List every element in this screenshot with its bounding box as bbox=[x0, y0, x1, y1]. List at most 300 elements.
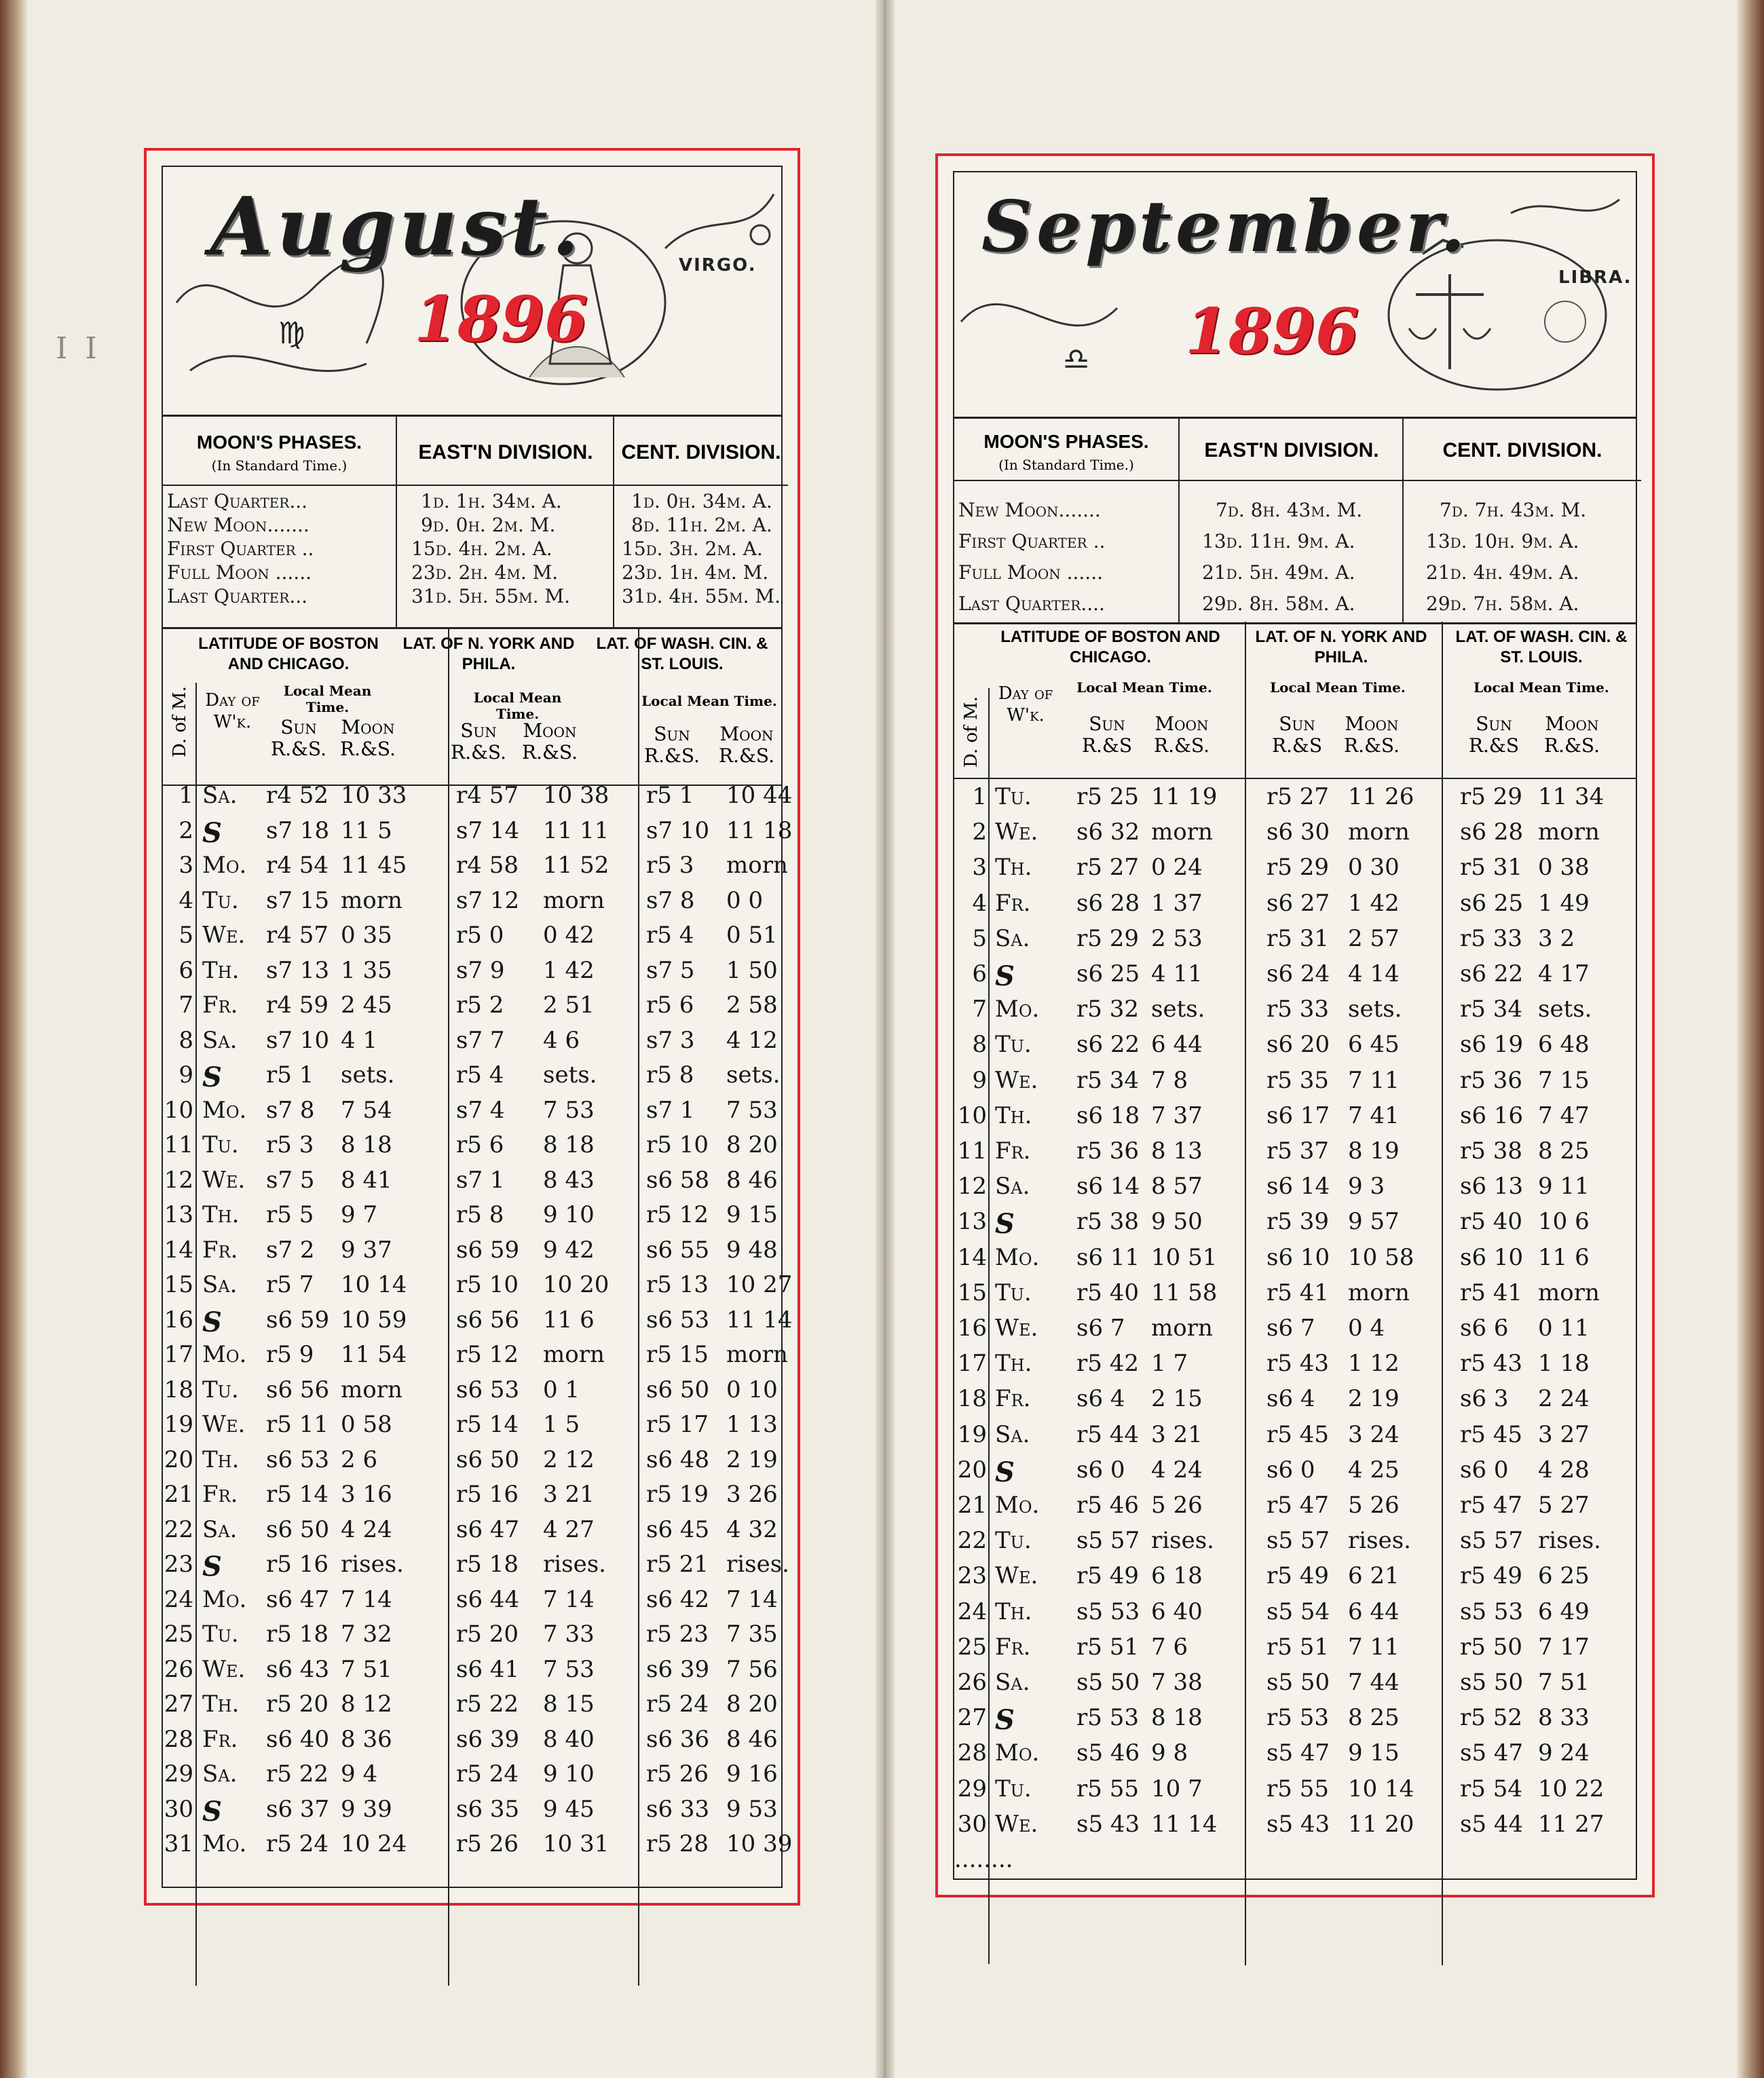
moon-wash-cell: 0 38 bbox=[1538, 854, 1590, 882]
moon-boston-cell: 4 24 bbox=[1151, 1456, 1203, 1484]
moon-wash-cell: 8 20 bbox=[726, 1131, 778, 1158]
moon-ny-cell: 3 21 bbox=[543, 1481, 595, 1508]
moon-ny-cell: 8 25 bbox=[1348, 1704, 1400, 1732]
sun-boston-cell: s6 4 bbox=[1076, 1385, 1125, 1413]
day-of-week-cell: S bbox=[202, 1795, 222, 1828]
moon-phases-title: MOON'S PHASES. bbox=[983, 431, 1149, 452]
sun-ny-cell: r5 27 bbox=[1266, 783, 1329, 810]
day-of-week-cell: S bbox=[995, 1704, 1015, 1737]
day-of-week-cell: Tu. bbox=[202, 1131, 239, 1158]
moon-ny-cell: sets. bbox=[1348, 996, 1402, 1023]
moon-wash-cell: morn bbox=[726, 1341, 788, 1368]
moon-boston-cell: 9 8 bbox=[1151, 1739, 1188, 1767]
moon-wash-cell: 7 51 bbox=[1538, 1669, 1590, 1696]
day-of-month-cell: 18 bbox=[164, 1376, 193, 1403]
day-of-week-cell: Sa. bbox=[202, 782, 238, 809]
day-of-month-cell: 11 bbox=[164, 1131, 193, 1158]
sun-wash-cell: s6 13 bbox=[1460, 1173, 1524, 1201]
column-rule bbox=[195, 683, 197, 1986]
sun-wash-cell: r5 26 bbox=[646, 1760, 709, 1788]
moon-ny-cell: 11 6 bbox=[543, 1306, 595, 1334]
moon-boston-cell: 11 58 bbox=[1151, 1279, 1218, 1306]
day-of-month-cell: 14 bbox=[957, 1243, 987, 1271]
header-local-mean-time: Local Mean Time. bbox=[473, 689, 562, 722]
day-of-month-cell: 15 bbox=[164, 1271, 193, 1298]
moon-boston-cell: 2 53 bbox=[1151, 924, 1203, 952]
moon-boston-cell: morn bbox=[1151, 818, 1213, 846]
moon-wash-cell: sets. bbox=[1538, 996, 1592, 1023]
day-of-month-cell: 30 bbox=[957, 1810, 987, 1838]
east-division-header: EAST'N DIVISION. bbox=[1204, 439, 1379, 461]
day-of-week-cell: We. bbox=[202, 922, 246, 949]
sun-boston-cell: r4 52 bbox=[266, 782, 329, 809]
moon-boston-cell: 0 24 bbox=[1151, 854, 1203, 882]
moon-wash-cell: 6 25 bbox=[1538, 1562, 1590, 1590]
moon-boston-cell: 9 7 bbox=[341, 1201, 378, 1228]
sun-wash-cell: r5 50 bbox=[1460, 1633, 1522, 1661]
day-of-week-cell: Mo. bbox=[995, 1243, 1040, 1271]
moon-boston-cell: 7 8 bbox=[1151, 1066, 1188, 1094]
moon-ny-cell: 9 10 bbox=[543, 1760, 595, 1788]
sun-boston-cell: r5 27 bbox=[1076, 854, 1139, 882]
moon-wash-cell: 9 48 bbox=[726, 1236, 778, 1264]
day-of-month-cell: 23 bbox=[164, 1551, 193, 1578]
moon-boston-cell: 7 6 bbox=[1151, 1633, 1188, 1661]
moon-wash-cell: 10 27 bbox=[726, 1271, 793, 1298]
sun-ny-cell: s7 9 bbox=[456, 956, 505, 984]
sun-ny-cell: r5 2 bbox=[456, 991, 504, 1019]
moon-ny-cell: sets. bbox=[543, 1061, 597, 1089]
header-lat-boston: LATITUDE OF BOSTON AND CHICAGO. bbox=[1000, 628, 1220, 666]
day-of-month-cell: 26 bbox=[957, 1669, 987, 1696]
sun-boston-cell: r5 36 bbox=[1076, 1137, 1139, 1165]
sun-ny-cell: s7 12 bbox=[456, 886, 520, 914]
sun-wash-cell: r5 49 bbox=[1460, 1562, 1522, 1590]
day-of-week-cell: S bbox=[202, 1061, 222, 1093]
day-of-month-cell: 3 bbox=[972, 854, 987, 882]
day-of-week-cell: Tu. bbox=[202, 886, 239, 914]
day-of-month-cell: 20 bbox=[164, 1446, 193, 1473]
moon-ny-cell: 7 11 bbox=[1348, 1633, 1400, 1661]
header-lat-boston: LATITUDE OF BOSTON AND CHICAGO. bbox=[198, 635, 379, 673]
moon-boston-cell: 10 7 bbox=[1151, 1775, 1203, 1802]
sun-boston-cell: r5 7 bbox=[266, 1271, 314, 1298]
moon-wash-cell: 2 19 bbox=[726, 1446, 778, 1473]
sun-ny-cell: s7 14 bbox=[456, 816, 520, 844]
sun-boston-cell: s7 15 bbox=[266, 886, 330, 914]
moon-wash-cell: 9 53 bbox=[726, 1795, 778, 1823]
moon-ny-cell: morn bbox=[1348, 1279, 1410, 1306]
day-of-week-cell: Mo. bbox=[202, 852, 247, 879]
sun-ny-cell: s6 44 bbox=[456, 1585, 520, 1613]
header-sun: Sun R.&S bbox=[1271, 713, 1323, 757]
day-of-week-cell: We. bbox=[995, 1810, 1038, 1838]
sun-boston-cell: s6 0 bbox=[1076, 1456, 1125, 1484]
sun-ny-cell: r5 22 bbox=[456, 1690, 519, 1718]
day-of-week-cell: Sa. bbox=[995, 924, 1030, 952]
header-day-of-month: D. of M. bbox=[170, 686, 190, 757]
sun-boston-cell: s6 22 bbox=[1076, 1031, 1140, 1059]
day-of-month-cell: 24 bbox=[164, 1585, 193, 1613]
day-of-week-cell: Mo. bbox=[995, 1739, 1040, 1767]
moon-ny-cell: rises. bbox=[543, 1551, 606, 1578]
day-of-month-cell: 9 bbox=[972, 1066, 987, 1094]
sun-ny-cell: r5 55 bbox=[1266, 1775, 1329, 1802]
moon-wash-cell: 4 32 bbox=[726, 1515, 778, 1543]
day-of-month-cell: 17 bbox=[164, 1341, 193, 1368]
moon-boston-cell: 8 57 bbox=[1151, 1173, 1203, 1201]
day-of-month-cell: 27 bbox=[164, 1690, 193, 1718]
sun-ny-cell: s6 27 bbox=[1266, 889, 1330, 917]
day-of-month-cell: 25 bbox=[957, 1633, 987, 1661]
day-of-week-cell: Mo. bbox=[995, 996, 1040, 1023]
zodiac-symbol: ♍ bbox=[278, 316, 307, 351]
year-label: 1896 bbox=[414, 282, 588, 356]
day-of-month-cell: 6 bbox=[179, 956, 193, 984]
sun-wash-cell: r5 40 bbox=[1460, 1208, 1522, 1236]
day-of-month-cell: 24 bbox=[957, 1598, 987, 1625]
sun-boston-cell: r5 42 bbox=[1076, 1350, 1139, 1378]
day-of-month-cell: 26 bbox=[164, 1655, 193, 1683]
sun-boston-cell: r5 16 bbox=[266, 1551, 329, 1578]
moon-boston-cell: 6 18 bbox=[1151, 1562, 1203, 1590]
sun-boston-cell: s7 5 bbox=[266, 1166, 315, 1194]
sun-boston-cell: s6 43 bbox=[266, 1655, 330, 1683]
day-of-week-cell: Fr. bbox=[995, 1137, 1031, 1165]
day-of-week-cell: Th. bbox=[995, 854, 1032, 882]
phase-row: New Moon....... 7d. 8h. 43m. M. 7d. 7h. 43m. M. bbox=[958, 499, 1587, 521]
moon-wash-cell: 0 10 bbox=[726, 1376, 778, 1403]
zodiac-sign-label: LIBRA. bbox=[1558, 267, 1632, 288]
moon-ny-cell: morn bbox=[543, 886, 605, 914]
moon-wash-cell: 6 48 bbox=[1538, 1031, 1590, 1059]
book-edge-left bbox=[0, 0, 27, 2078]
sun-boston-cell: r5 3 bbox=[266, 1131, 314, 1158]
cent-division-header: CENT. DIVISION. bbox=[1442, 439, 1602, 461]
sun-wash-cell: s6 36 bbox=[646, 1725, 710, 1753]
sun-wash-cell: s5 47 bbox=[1460, 1739, 1524, 1767]
day-of-week-cell: Fr. bbox=[995, 889, 1031, 917]
day-of-week-cell: S bbox=[995, 1208, 1015, 1241]
day-of-month-cell: 4 bbox=[179, 886, 193, 914]
day-of-week-cell: Sa. bbox=[202, 1026, 238, 1054]
moon-wash-cell: 7 17 bbox=[1538, 1633, 1590, 1661]
moon-wash-cell: 1 50 bbox=[726, 956, 778, 984]
sun-wash-cell: s6 50 bbox=[646, 1376, 710, 1403]
moon-ny-cell: 7 53 bbox=[543, 1096, 595, 1124]
moon-boston-cell: 6 40 bbox=[1151, 1598, 1203, 1625]
sun-wash-cell: s6 33 bbox=[646, 1795, 710, 1823]
moon-wash-cell: 8 46 bbox=[726, 1166, 778, 1194]
sun-ny-cell: r5 20 bbox=[456, 1621, 519, 1648]
moon-boston-cell: 9 4 bbox=[341, 1760, 378, 1788]
sun-boston-cell: s6 7 bbox=[1076, 1315, 1125, 1342]
sun-ny-cell: s6 59 bbox=[456, 1236, 520, 1264]
moon-phases-section bbox=[954, 417, 1636, 624]
day-of-week-cell: Sa. bbox=[995, 1173, 1030, 1201]
header-local-mean-time: Local Mean Time. bbox=[1474, 679, 1609, 696]
moon-boston-cell: 2 6 bbox=[341, 1446, 378, 1473]
day-of-month-cell: 11 bbox=[957, 1137, 987, 1165]
sun-wash-cell: s5 44 bbox=[1460, 1810, 1524, 1838]
day-of-week-cell: Sa. bbox=[202, 1515, 238, 1543]
book-gutter bbox=[876, 0, 895, 2078]
moon-wash-cell: 0 51 bbox=[726, 922, 778, 949]
moon-wash-cell: 11 14 bbox=[726, 1306, 793, 1334]
day-of-week-cell: We. bbox=[202, 1655, 246, 1683]
sun-ny-cell: s6 24 bbox=[1266, 960, 1330, 987]
day-of-month-cell: 9 bbox=[179, 1061, 193, 1089]
sun-ny-cell: s5 43 bbox=[1266, 1810, 1330, 1838]
moon-wash-cell: 9 24 bbox=[1538, 1739, 1590, 1767]
day-of-month-cell: 2 bbox=[179, 816, 193, 844]
moon-wash-cell: 9 11 bbox=[1538, 1173, 1590, 1201]
day-of-week-cell: S bbox=[995, 1456, 1015, 1488]
sun-boston-cell: r5 34 bbox=[1076, 1066, 1139, 1094]
moon-wash-cell: 9 15 bbox=[726, 1201, 778, 1228]
sun-boston-cell: r5 9 bbox=[266, 1341, 314, 1368]
header-day-of-week: Day of W'k. bbox=[998, 683, 1053, 725]
moon-wash-cell: 3 2 bbox=[1538, 924, 1575, 952]
sun-boston-cell: r5 29 bbox=[1076, 924, 1139, 952]
day-of-week-cell: Fr. bbox=[202, 1236, 238, 1264]
day-of-week-cell: Th. bbox=[202, 1446, 240, 1473]
header-moon: Moon R.&S. bbox=[719, 723, 774, 767]
moon-ny-cell: 10 20 bbox=[543, 1271, 609, 1298]
day-of-month-cell: 14 bbox=[164, 1236, 193, 1264]
sun-wash-cell: s5 57 bbox=[1460, 1527, 1524, 1555]
moon-wash-cell: 4 17 bbox=[1538, 960, 1590, 987]
moon-ny-cell: 9 45 bbox=[543, 1795, 595, 1823]
day-of-week-cell: Tu. bbox=[202, 1621, 239, 1648]
phase-row: Full Moon ...... 21d. 5h. 49m. A. 21d. 4h. 49m. A. bbox=[958, 561, 1579, 584]
day-of-month-cell: ........ bbox=[954, 1846, 1013, 1873]
day-of-week-cell: Th. bbox=[995, 1101, 1032, 1129]
sun-wash-cell: r5 12 bbox=[646, 1201, 709, 1228]
sun-boston-cell: s7 13 bbox=[266, 956, 330, 984]
day-of-month-cell: 17 bbox=[957, 1350, 987, 1378]
day-of-week-cell: Mo. bbox=[202, 1585, 247, 1613]
sun-ny-cell: s6 41 bbox=[456, 1655, 520, 1683]
sun-wash-cell: r5 47 bbox=[1460, 1492, 1522, 1519]
moon-wash-cell: 1 18 bbox=[1538, 1350, 1590, 1378]
moon-ny-cell: 9 10 bbox=[543, 1201, 595, 1228]
sun-wash-cell: r5 17 bbox=[646, 1411, 709, 1438]
sun-boston-cell: r5 46 bbox=[1076, 1492, 1139, 1519]
sun-ny-cell: s6 17 bbox=[1266, 1101, 1330, 1129]
moon-boston-cell: 4 24 bbox=[341, 1515, 392, 1543]
moon-wash-cell: 6 49 bbox=[1538, 1598, 1590, 1625]
sun-wash-cell: r5 23 bbox=[646, 1621, 709, 1648]
moon-boston-cell: 8 36 bbox=[341, 1725, 392, 1753]
sun-boston-cell: s7 2 bbox=[266, 1236, 315, 1264]
sun-wash-cell: r5 34 bbox=[1460, 996, 1522, 1023]
sun-ny-cell: r5 47 bbox=[1266, 1492, 1329, 1519]
sun-boston-cell: s6 59 bbox=[266, 1306, 330, 1334]
moon-boston-cell: rises. bbox=[1151, 1527, 1214, 1555]
sun-boston-cell: s5 46 bbox=[1076, 1739, 1140, 1767]
sun-wash-cell: r5 1 bbox=[646, 782, 694, 809]
day-of-week-cell: We. bbox=[995, 1066, 1038, 1094]
month-title: August. bbox=[210, 179, 584, 273]
day-of-month-cell: 10 bbox=[164, 1096, 193, 1124]
moon-ny-cell: 0 30 bbox=[1348, 854, 1400, 882]
sun-boston-cell: s6 40 bbox=[266, 1725, 330, 1753]
phase-row: Last Quarter... 1d. 1h. 34m. A. 1d. 0h. 34m. A. bbox=[167, 490, 772, 512]
moon-boston-cell: morn bbox=[1151, 1315, 1213, 1342]
moon-wash-cell: 7 47 bbox=[1538, 1101, 1590, 1129]
sun-boston-cell: r5 18 bbox=[266, 1621, 329, 1648]
day-of-month-cell: 10 bbox=[957, 1101, 987, 1129]
year-label: 1896 bbox=[1185, 295, 1359, 368]
sun-boston-cell: r5 40 bbox=[1076, 1279, 1139, 1306]
moon-ny-cell: 4 25 bbox=[1348, 1456, 1400, 1484]
sun-ny-cell: s6 53 bbox=[456, 1376, 520, 1403]
day-of-month-cell: 30 bbox=[164, 1795, 193, 1823]
moon-boston-cell: 6 44 bbox=[1151, 1031, 1203, 1059]
day-of-week-cell: We. bbox=[995, 1562, 1038, 1590]
sun-wash-cell: r5 10 bbox=[646, 1131, 709, 1158]
moon-wash-cell: 1 49 bbox=[1538, 889, 1590, 917]
sun-boston-cell: s7 8 bbox=[266, 1096, 315, 1124]
sun-boston-cell: s6 56 bbox=[266, 1376, 330, 1403]
day-of-month-cell: 20 bbox=[957, 1456, 987, 1484]
moon-boston-cell: 9 37 bbox=[341, 1236, 392, 1264]
sun-wash-cell: r5 38 bbox=[1460, 1137, 1522, 1165]
header-lat-ny: LAT. OF N. YORK AND PHILA. bbox=[402, 635, 575, 673]
moon-ny-cell: 9 57 bbox=[1348, 1208, 1400, 1236]
day-of-week-cell: Tu. bbox=[995, 1527, 1032, 1555]
moon-wash-cell: rises. bbox=[726, 1551, 789, 1578]
table-header bbox=[954, 622, 1636, 779]
moon-phases-subtitle: (In Standard Time.) bbox=[998, 457, 1134, 473]
day-of-month-cell: 31 bbox=[164, 1830, 193, 1857]
moon-boston-cell: 10 14 bbox=[341, 1271, 407, 1298]
sun-ny-cell: r5 49 bbox=[1266, 1562, 1329, 1590]
sun-wash-cell: s5 50 bbox=[1460, 1669, 1524, 1696]
moon-wash-cell: 7 56 bbox=[726, 1655, 778, 1683]
sun-wash-cell: r5 45 bbox=[1460, 1420, 1522, 1448]
header-moon: Moon R.&S. bbox=[1544, 713, 1600, 757]
moon-ny-cell: 6 44 bbox=[1348, 1598, 1400, 1625]
sun-ny-cell: r5 37 bbox=[1266, 1137, 1329, 1165]
moon-ny-cell: 4 6 bbox=[543, 1026, 580, 1054]
sun-ny-cell: s6 30 bbox=[1266, 818, 1330, 846]
sun-boston-cell: s6 18 bbox=[1076, 1101, 1140, 1129]
moon-boston-cell: 1 37 bbox=[1151, 889, 1203, 917]
sun-wash-cell: s6 6 bbox=[1460, 1315, 1509, 1342]
moon-wash-cell: 11 6 bbox=[1538, 1243, 1590, 1271]
day-of-month-cell: 5 bbox=[179, 922, 193, 949]
moon-wash-cell: 4 12 bbox=[726, 1026, 778, 1054]
day-of-month-cell: 12 bbox=[957, 1173, 987, 1201]
sun-wash-cell: r5 19 bbox=[646, 1481, 709, 1508]
moon-ny-cell: 2 57 bbox=[1348, 924, 1400, 952]
sun-boston-cell: s6 47 bbox=[266, 1585, 330, 1613]
day-of-week-cell: Th. bbox=[202, 1690, 240, 1718]
day-of-month-cell: 16 bbox=[164, 1306, 193, 1334]
day-of-week-cell: We. bbox=[995, 818, 1038, 846]
sun-wash-cell: s7 5 bbox=[646, 956, 695, 984]
sun-wash-cell: r5 8 bbox=[646, 1061, 694, 1089]
moon-wash-cell: 0 11 bbox=[1538, 1315, 1590, 1342]
sun-ny-cell: s6 20 bbox=[1266, 1031, 1330, 1059]
moon-boston-cell: 0 35 bbox=[341, 922, 392, 949]
moon-boston-cell: 1 7 bbox=[1151, 1350, 1188, 1378]
sun-ny-cell: s5 47 bbox=[1266, 1739, 1330, 1767]
day-of-week-cell: Fr. bbox=[995, 1385, 1031, 1413]
moon-ny-cell: 11 26 bbox=[1348, 783, 1414, 810]
sun-boston-cell: s5 50 bbox=[1076, 1669, 1140, 1696]
moon-ny-cell: 5 26 bbox=[1348, 1492, 1400, 1519]
day-of-week-cell: Mo. bbox=[202, 1830, 247, 1857]
phase-row: New Moon....... 9d. 0h. 2m. M. 8d. 11h. 2m. A. bbox=[167, 514, 772, 536]
header-sun: Sun R.&S bbox=[1081, 713, 1133, 757]
day-of-week-cell: Sa. bbox=[202, 1760, 238, 1788]
sun-ny-cell: s7 4 bbox=[456, 1096, 505, 1124]
sun-ny-cell: r5 8 bbox=[456, 1201, 504, 1228]
day-of-month-cell: 19 bbox=[164, 1411, 193, 1438]
sun-ny-cell: s6 14 bbox=[1266, 1173, 1330, 1201]
sun-boston-cell: r4 59 bbox=[266, 991, 329, 1019]
sun-ny-cell: r5 6 bbox=[456, 1131, 504, 1158]
moon-ny-cell: 2 12 bbox=[543, 1446, 595, 1473]
sun-wash-cell: s6 16 bbox=[1460, 1101, 1524, 1129]
sun-boston-cell: s6 25 bbox=[1076, 960, 1140, 987]
sun-wash-cell: r5 3 bbox=[646, 852, 694, 879]
day-of-week-cell: Sa. bbox=[995, 1420, 1030, 1448]
header-sun: Sun R.&S bbox=[1468, 713, 1520, 757]
header-lat-wash: LAT. OF WASH. CIN. & ST. LOUIS. bbox=[1455, 628, 1628, 666]
moon-phases-title: MOON'S PHASES. bbox=[196, 432, 362, 453]
moon-ny-cell: rises. bbox=[1348, 1527, 1411, 1555]
sun-boston-cell: r5 11 bbox=[266, 1411, 329, 1438]
header-lat-ny: LAT. OF N. YORK AND PHILA. bbox=[1255, 628, 1427, 666]
sun-wash-cell: r5 28 bbox=[646, 1830, 709, 1857]
moon-ny-cell: 11 11 bbox=[543, 816, 609, 844]
column-rule bbox=[1245, 622, 1246, 1965]
sun-wash-cell: s7 3 bbox=[646, 1026, 695, 1054]
moon-phases-header bbox=[163, 417, 396, 486]
sun-boston-cell: s5 57 bbox=[1076, 1527, 1140, 1555]
sun-wash-cell: r5 52 bbox=[1460, 1704, 1522, 1732]
day-of-month-cell: 12 bbox=[164, 1166, 193, 1194]
day-of-month-cell: 29 bbox=[957, 1775, 987, 1802]
sun-boston-cell: r4 54 bbox=[266, 852, 329, 879]
day-of-month-cell: 28 bbox=[164, 1725, 193, 1753]
moon-boston-cell: 3 16 bbox=[341, 1481, 392, 1508]
day-of-week-cell: Tu. bbox=[995, 783, 1032, 810]
moon-wash-cell: 9 16 bbox=[726, 1760, 778, 1788]
day-of-month-cell: 21 bbox=[164, 1481, 193, 1508]
sun-wash-cell: r5 54 bbox=[1460, 1775, 1522, 1802]
day-of-month-cell: 27 bbox=[957, 1704, 987, 1732]
month-title: September. bbox=[981, 185, 1469, 268]
day-of-month-cell: 29 bbox=[164, 1760, 193, 1788]
column-rule bbox=[988, 688, 990, 1964]
sun-boston-cell: s7 18 bbox=[266, 816, 330, 844]
moon-wash-cell: sets. bbox=[726, 1061, 781, 1089]
moon-ny-cell: 8 40 bbox=[543, 1725, 595, 1753]
sun-ny-cell: s6 7 bbox=[1266, 1315, 1315, 1342]
moon-ny-cell: 10 58 bbox=[1348, 1243, 1414, 1271]
moon-boston-cell: 11 14 bbox=[1151, 1810, 1218, 1838]
moon-wash-cell: 10 6 bbox=[1538, 1208, 1590, 1236]
moon-ny-cell: 4 27 bbox=[543, 1515, 595, 1543]
day-of-week-cell: S bbox=[202, 1551, 222, 1583]
sun-ny-cell: s6 50 bbox=[456, 1446, 520, 1473]
day-of-month-cell: 21 bbox=[957, 1492, 987, 1519]
